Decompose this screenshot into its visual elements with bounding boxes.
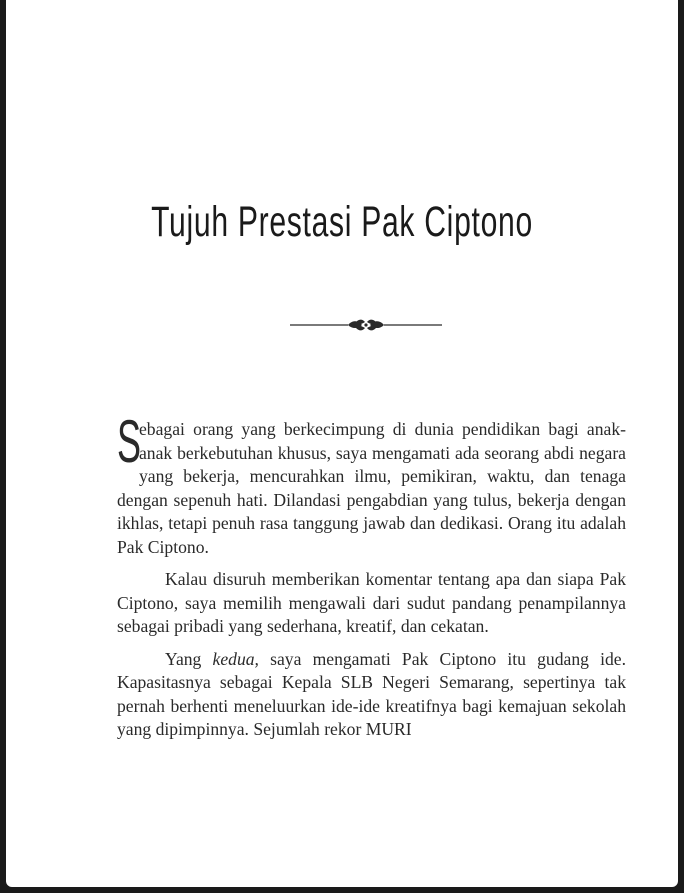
paragraph-2: Kalau disuruh memberikan komentar tentang apa dan siapa Pak Ciptono, saya memilih mengawali dari sudut pandang penampilannya sebagai pribadi yang sederhana, kreatif, dan cekatan. <box>117 569 626 636</box>
chapter-title: Tujuh Prestasi Pak Ciptono <box>151 198 533 246</box>
paragraph-3-lead: Yang <box>165 648 213 669</box>
paragraph-3-text: saya mengamati Pak Ciptono itu gudang ide. Kapasitasnya sebagai Kepala SLB Negeri Semarang, sepertinya tak pernah berhenti meneluurkan ide-ide kreatifnya bagi kemajuan sekolah yang dipimpinnya. Sejumlah rekor MURI <box>117 648 626 739</box>
paragraph-1-text: ebagai orang yang berkecimpung di dunia pendidikan bagi anak-anak berkebutuhan khusus, saya mengamati ada seorang abdi negara yang bekerja, mencurahkan ilmu, pemikiran, waktu, dan tenaga dengan sepenuh hati. Dilandasi pengabdian yang tulus, bekerja dengan ikhlas, tetapi penuh rasa tanggung jawab dan dedikasi. Orang itu adalah Pak Ciptono. <box>117 419 626 557</box>
paragraph-1 <box>117 408 626 559</box>
paragraph-3 <box>117 648 626 742</box>
body-text <box>117 408 626 751</box>
book-page <box>6 0 678 887</box>
leaf-flourish-icon <box>290 316 442 334</box>
drop-cap: S <box>117 408 142 475</box>
paragraph-3-emphasis: kedua, <box>212 648 259 669</box>
